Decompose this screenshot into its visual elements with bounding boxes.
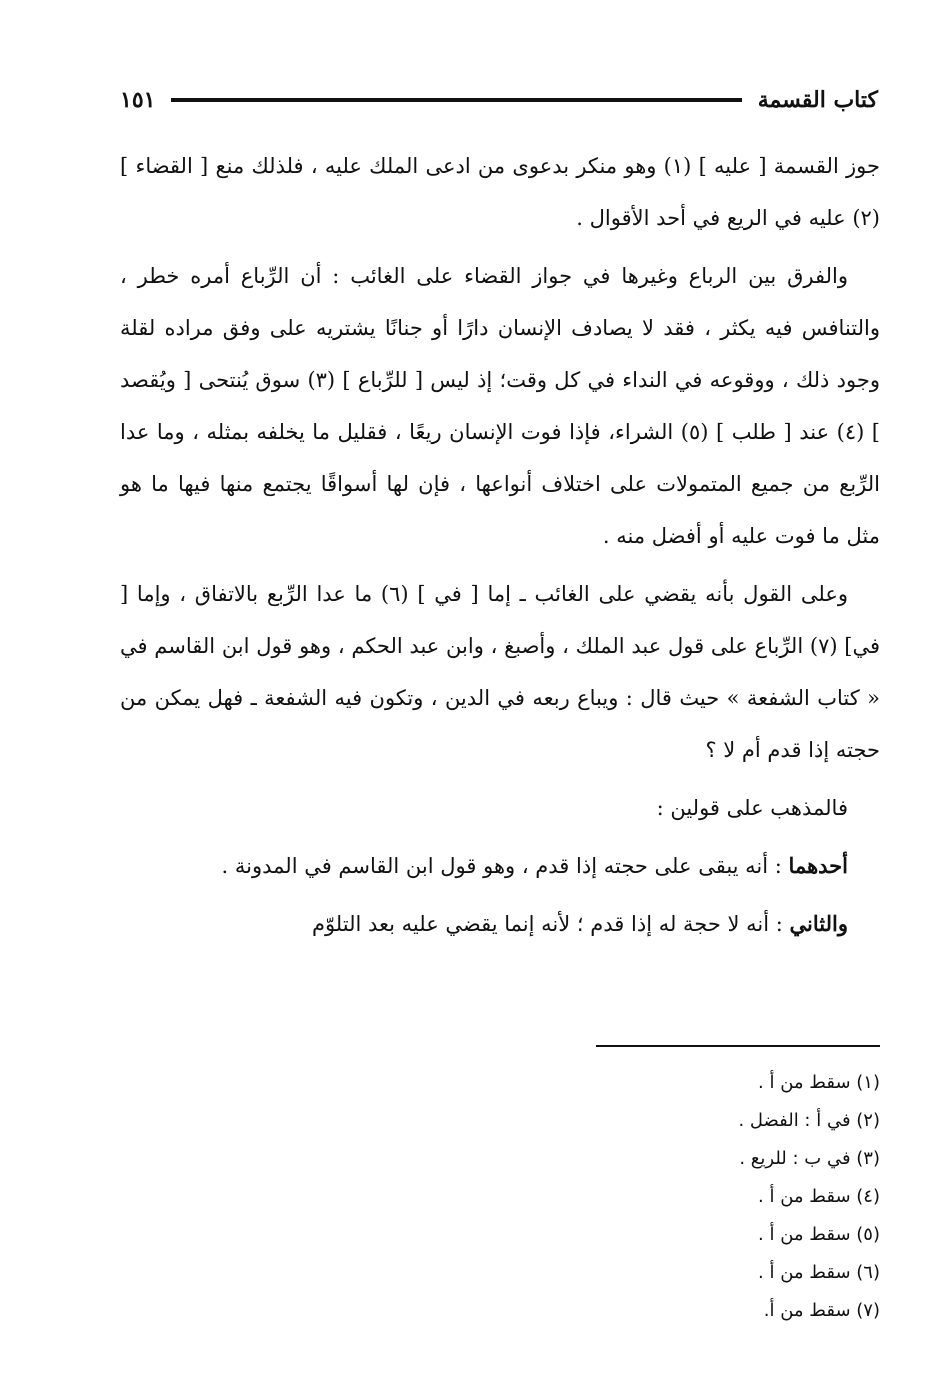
footnote: (٥) سقط من أ . xyxy=(758,1224,880,1245)
footnote: (٣) في ب : للريع . xyxy=(739,1148,880,1169)
paragraph-text: والفرق بين الرباع وغيرها في جواز القضاء على الغائب : أن الرِّباع أمره خطر ، والتنافس فيه يكثر ، فقد لا يصادف الإنسان دارًا أو جنانًا يشتريه على وفق مراده لقلة وجود ذلك ، ووقوعه في النداء في كل وقت؛ إذ ليس [ للرِّباع ] (٣) سوق يُنتحى [ ويُقصد ] (٤) عند [ طلب ] (٥) الشراء، فإذا فوت الإنسان ريعًا ، فقليل ما يخلفه بمثله ، وما عدا الرِّبع من جميع المتمولات على اختلاف أنواعها ، فإن لها أسواقًا يجتمع منها فيها ما هو مثل ما فوت عليه أو أفضل منه . xyxy=(120,264,880,548)
footnote: (٢) في أ : الفضل . xyxy=(738,1110,880,1131)
chapter-title: كتاب القسمة xyxy=(757,87,878,113)
footnotes xyxy=(480,1064,880,1330)
paragraph xyxy=(120,840,880,892)
paragraph-text: : أنه لا حجة له إذا قدم ؛ لأنه إنما يقضي عليه بعد التلوّم xyxy=(311,912,790,936)
paragraph-lead: أحدهما xyxy=(788,853,848,878)
paragraph xyxy=(120,250,880,562)
footnote: (٤) سقط من أ . xyxy=(758,1186,880,1207)
paragraph xyxy=(120,782,880,834)
running-header xyxy=(120,80,878,120)
paragraph-text: فالمذهب على قولين : xyxy=(656,796,848,820)
paragraph-text: : أنه يبقى على حجته إذا قدم ، وهو قول ابن القاسم في المدونة . xyxy=(221,854,789,878)
paragraph xyxy=(120,568,880,776)
main-text xyxy=(120,140,880,956)
footnote-separator xyxy=(596,1045,880,1047)
footnote: (٦) سقط من أ . xyxy=(758,1262,880,1283)
footnote: (٧) سقط من أ. xyxy=(763,1300,880,1321)
paragraph-text: وعلى القول بأنه يقضي على الغائب ـ إما [ في ] (٦) ما عدا الرِّبع بالاتفاق ، وإما [ في] (٧) الرِّباع على قول عبد الملك ، وأصبغ ، وابن عبد الحكم ، وهو قول ابن القاسم في « كتاب الشفعة » حيث قال : ويباع ربعه في الدين ، وتكون فيه الشفعة ـ فهل يمكن من حجته إذا قدم أم لا ؟ xyxy=(120,582,880,762)
page-number: ١٥١ xyxy=(120,87,156,113)
header-rule xyxy=(171,98,741,102)
paragraph xyxy=(120,898,880,950)
paragraph xyxy=(120,140,880,244)
paragraph-lead: والثاني xyxy=(789,911,848,936)
paragraph-text: جوز القسمة [ عليه ] (١) وهو منكر بدعوى من ادعى الملك عليه ، فلذلك منع [ القضاء ] (٢) عليه في الريع في أحد الأقوال . xyxy=(120,154,880,230)
footnote: (١) سقط من أ . xyxy=(758,1072,880,1093)
